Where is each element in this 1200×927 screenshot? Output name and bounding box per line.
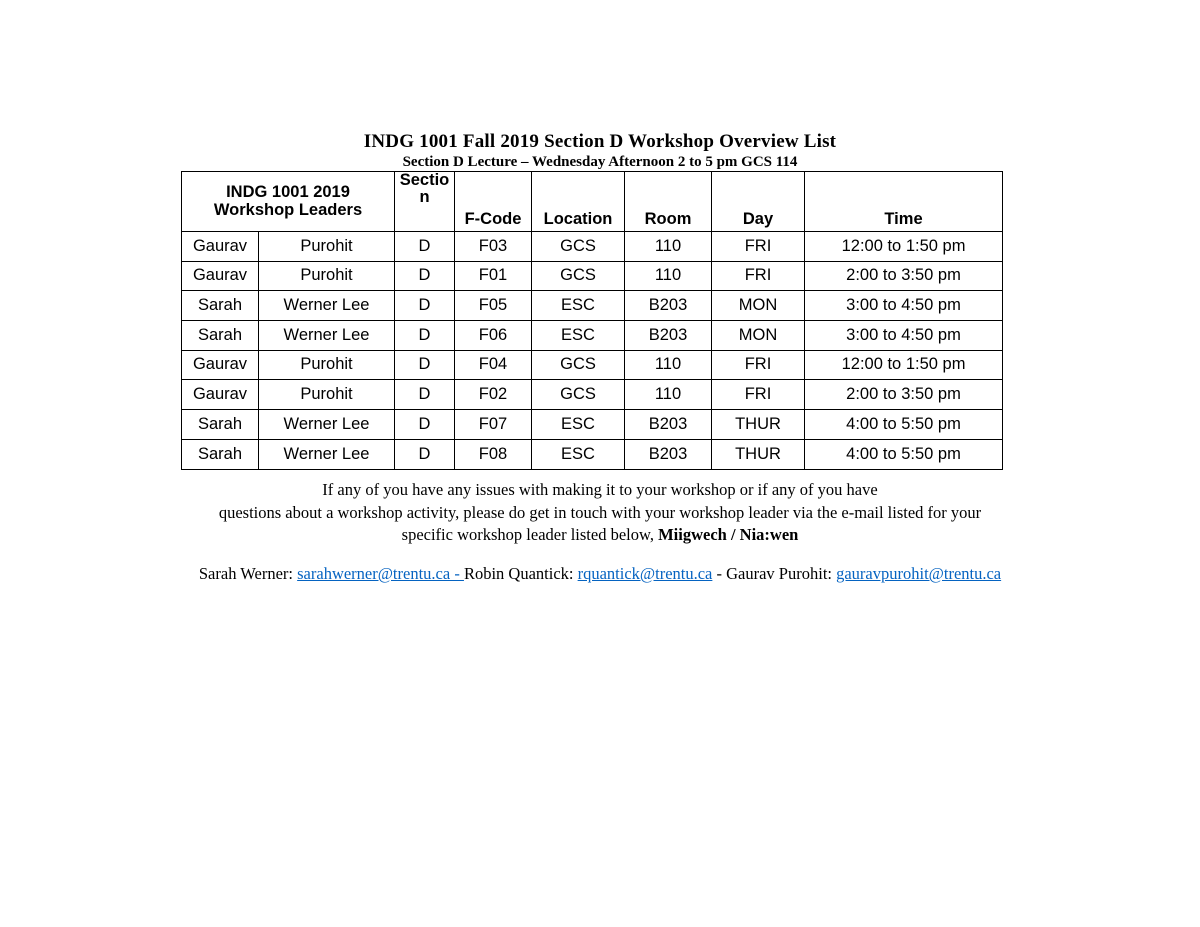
page-subtitle: Section D Lecture – Wednesday Afternoon 2 to 5 pm GCS 114 — [402, 154, 798, 170]
cell-time: 2:00 to 3:50 pm — [805, 261, 1003, 291]
table-row — [182, 439, 1003, 469]
cell-section: D — [395, 439, 455, 469]
cell-time: 12:00 to 1:50 pm — [805, 350, 1003, 380]
table-row — [182, 321, 1003, 351]
cell-room: 110 — [625, 261, 712, 291]
cell-first-name: Gaurav — [182, 350, 259, 380]
contact-separator: - — [712, 564, 727, 583]
table-header — [182, 172, 1003, 232]
cell-day: MON — [712, 321, 805, 351]
instructions-line-3-text: specific workshop leader listed below, — [401, 525, 659, 544]
instructions-line-1: If any of you have any issues with making it to your workshop or if any of you have — [322, 480, 878, 499]
instructions-line-3 — [100, 524, 1100, 547]
cell-section: D — [395, 321, 455, 351]
cell-section: D — [395, 232, 455, 262]
cell-fcode: F03 — [455, 232, 532, 262]
table-row — [182, 380, 1003, 410]
cell-fcode: F01 — [455, 261, 532, 291]
cell-location: GCS — [532, 350, 625, 380]
page-title: INDG 1001 Fall 2019 Section D Workshop Overview List — [363, 131, 837, 152]
column-header-room: Room — [625, 172, 712, 232]
table-row — [182, 261, 1003, 291]
column-header-day: Day — [712, 172, 805, 232]
contact-label-robin-quantick: Robin Quantick: — [463, 564, 578, 583]
workshop-schedule-table — [181, 171, 1003, 470]
cell-first-name: Sarah — [182, 321, 259, 351]
cell-last-name: Purohit — [259, 261, 395, 291]
contact-label-gaurav-purohit: Gaurav Purohit: — [726, 564, 837, 583]
instructions-line-2: questions about a workshop activity, please do get in touch with your workshop leader via the e-mail listed for your — [218, 502, 982, 522]
cell-location: ESC — [532, 439, 625, 469]
cell-fcode: F08 — [455, 439, 532, 469]
cell-location: GCS — [532, 232, 625, 262]
table-row — [182, 410, 1003, 440]
cell-room: B203 — [625, 410, 712, 440]
cell-last-name: Werner Lee — [259, 439, 395, 469]
instructions-paragraph — [100, 479, 1100, 547]
cell-section: D — [395, 261, 455, 291]
cell-location: GCS — [532, 261, 625, 291]
cell-time: 4:00 to 5:50 pm — [805, 439, 1003, 469]
cell-section: D — [395, 380, 455, 410]
cell-last-name: Purohit — [259, 232, 395, 262]
table-row — [182, 350, 1003, 380]
cell-first-name: Gaurav — [182, 261, 259, 291]
table-header-row — [182, 172, 1003, 232]
cell-last-name: Purohit — [259, 350, 395, 380]
cell-fcode: F06 — [455, 321, 532, 351]
cell-day: FRI — [712, 261, 805, 291]
table-body — [182, 232, 1003, 470]
cell-location: ESC — [532, 321, 625, 351]
column-header-section: Sectio n — [395, 172, 455, 232]
cell-room: 110 — [625, 380, 712, 410]
workshop-schedule-table-container — [181, 171, 1002, 470]
cell-section: D — [395, 291, 455, 321]
cell-room: B203 — [625, 439, 712, 469]
cell-location: GCS — [532, 380, 625, 410]
cell-time: 4:00 to 5:50 pm — [805, 410, 1003, 440]
table-row — [182, 291, 1003, 321]
column-header-leaders-line2: Workshop Leaders — [213, 200, 363, 219]
cell-day: FRI — [712, 350, 805, 380]
cell-first-name: Sarah — [182, 410, 259, 440]
contact-label-sarah-werner: Sarah Werner: — [198, 564, 298, 583]
cell-first-name: Gaurav — [182, 380, 259, 410]
column-header-workshop-leaders — [182, 172, 395, 232]
cell-room: 110 — [625, 350, 712, 380]
cell-last-name: Werner Lee — [259, 410, 395, 440]
cell-first-name: Gaurav — [182, 232, 259, 262]
cell-room: B203 — [625, 321, 712, 351]
cell-room: B203 — [625, 291, 712, 321]
cell-day: THUR — [712, 410, 805, 440]
table-row — [182, 232, 1003, 262]
greeting-text: Miigwech / Nia:wen — [658, 525, 799, 544]
cell-day: FRI — [712, 380, 805, 410]
column-header-leaders-line1: INDG 1001 2019 — [226, 183, 350, 202]
column-header-fcode: F-Code — [455, 172, 532, 232]
cell-last-name: Werner Lee — [259, 321, 395, 351]
cell-fcode: F05 — [455, 291, 532, 321]
cell-section: D — [395, 350, 455, 380]
cell-day: MON — [712, 291, 805, 321]
cell-fcode: F04 — [455, 350, 532, 380]
cell-fcode: F07 — [455, 410, 532, 440]
cell-day: THUR — [712, 439, 805, 469]
cell-time: 12:00 to 1:50 pm — [805, 232, 1003, 262]
cell-time: 3:00 to 4:50 pm — [805, 321, 1003, 351]
email-link-robin-quantick[interactable]: rquantick@trentu.ca — [577, 564, 713, 583]
contact-line — [0, 564, 1200, 584]
cell-fcode: F02 — [455, 380, 532, 410]
cell-first-name: Sarah — [182, 291, 259, 321]
cell-section: D — [395, 410, 455, 440]
cell-location: ESC — [532, 410, 625, 440]
column-header-time: Time — [805, 172, 1003, 232]
cell-time: 2:00 to 3:50 pm — [805, 380, 1003, 410]
cell-room: 110 — [625, 232, 712, 262]
cell-first-name: Sarah — [182, 439, 259, 469]
column-header-location: Location — [532, 172, 625, 232]
email-link-gaurav-purohit[interactable]: gauravpurohit@trentu.ca — [836, 564, 1002, 583]
cell-last-name: Werner Lee — [259, 291, 395, 321]
cell-last-name: Purohit — [259, 380, 395, 410]
cell-time: 3:00 to 4:50 pm — [805, 291, 1003, 321]
cell-day: FRI — [712, 232, 805, 262]
email-link-sarah-werner[interactable]: sarahwerner@trentu.ca - — [297, 564, 464, 583]
cell-location: ESC — [532, 291, 625, 321]
